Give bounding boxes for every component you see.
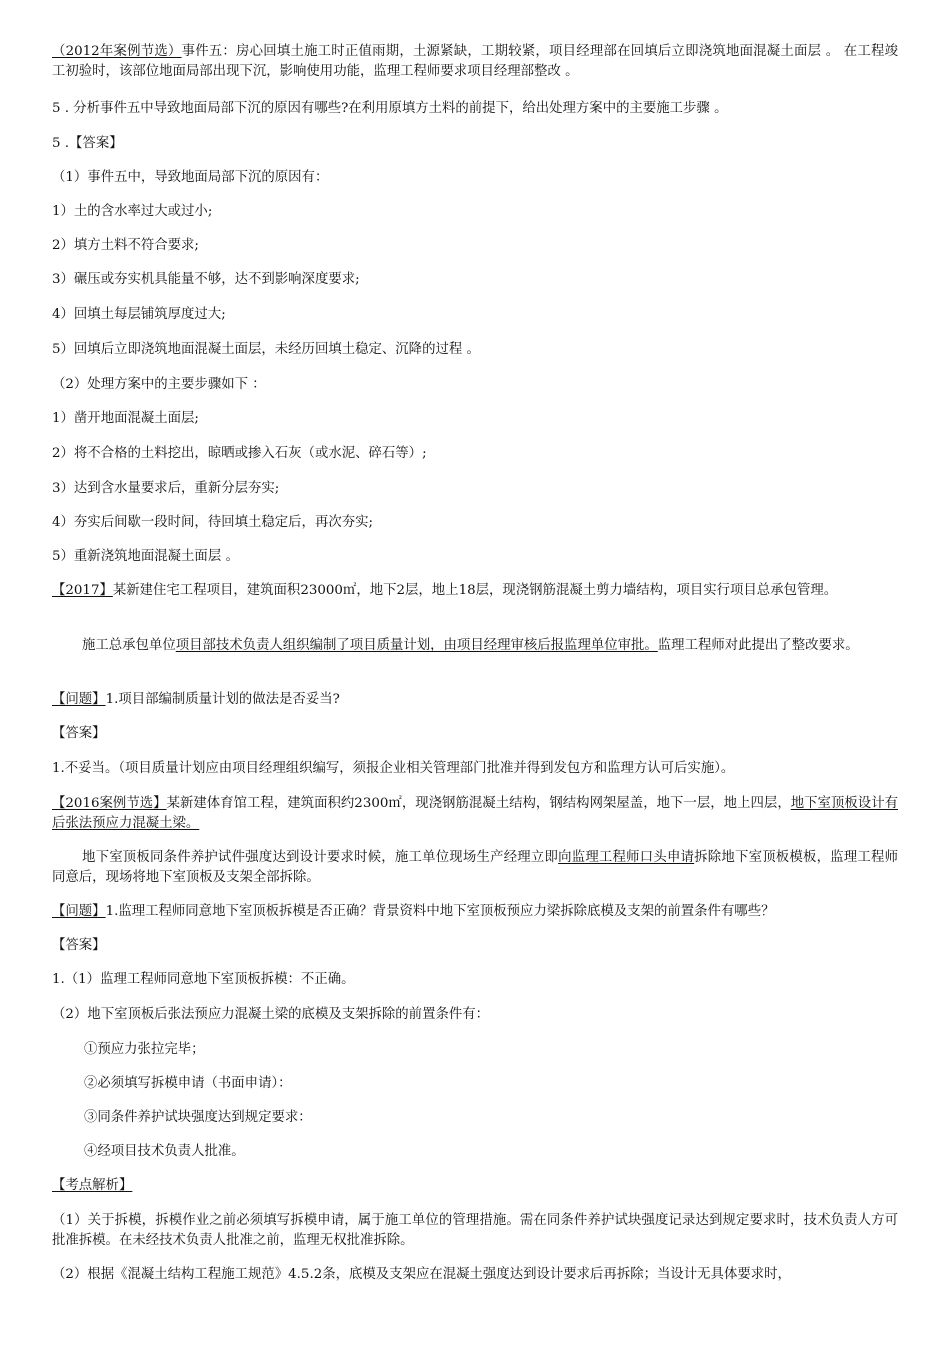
case-2017-paragraph: [52, 636, 898, 656]
case-2016-text-underlined: 地下室顶板设计有后张法预应力混凝土梁。: [52, 796, 898, 831]
case-2012-question: 5 . 分析事件五中导致地面局部下沉的原因有哪些?在利用原填方土料的前提下，给出处理方案中的主要施工步骤 。: [52, 101, 728, 116]
cause-item: 1）土的含水率过大或过小;: [52, 204, 213, 219]
case-2017-text: 某新建住宅工程项目，建筑面积23000㎡，地下2层，地上18层，现浇钢筋混凝土剪力墙结构，项目实行项目总承包管理。: [112, 583, 838, 598]
case-2012-tag: （2012年案例节选）: [52, 44, 182, 59]
cause-item: 5）回填后立即浇筑地面混凝土面层，未经历回填土稳定、沉降的过程 。: [52, 342, 480, 357]
condition-item: ②必须填写拆模申请（书面申请）：: [84, 1076, 292, 1091]
case-2017-tag: 【2017】: [52, 583, 113, 598]
case-2016-answer-label: 【答案】: [52, 938, 106, 953]
step-item: 1）凿开地面混凝土面层;: [52, 411, 199, 426]
case-2016-para-underlined: 向监理工程师口头申请: [558, 850, 695, 865]
question-tag: 【问题】: [52, 692, 106, 707]
condition-item: ①预应力张拉完毕；: [84, 1042, 205, 1057]
analysis-paragraph-2: （2）根据《混凝土结构工程施工规范》4.5.2条，底模及支架应在混凝土强度达到设计要求后再拆除；当设计无具体要求时，: [52, 1267, 791, 1282]
condition-item: ④经项目技术负责人批准。: [84, 1144, 245, 1159]
case-2016-para-suffix: 拆除地下室顶板模板，监理工程师同意后，现场将地下室顶板及支架全部拆除。: [52, 850, 899, 885]
case-2017-answer: 1.不妥当。（项目质量计划应由项目经理组织编写，须报企业相关管理部门批准并得到发包方和监理方认可后实施）。: [52, 761, 735, 776]
case-2012-part2-title: （2）处理方案中的主要步骤如下 ：: [52, 377, 266, 392]
case-2016-text: 某新建体育馆工程，建筑面积约2300㎡，现浇钢筋混凝土结构，钢结构网架屋盖，地下一层，地上四层，: [166, 796, 791, 811]
cause-item: 2）填方土料不符合要求;: [52, 238, 199, 253]
case-2016-question: [52, 902, 898, 922]
cause-item: 3）碾压或夯实机具能量不够，达不到影响深度要求;: [52, 272, 360, 287]
case-2012-intro: [52, 42, 898, 82]
case-2017-para-suffix: 监理工程师对此提出了整改要求。: [657, 638, 859, 653]
step-item: 3）达到含水量要求后，重新分层夯实;: [52, 481, 280, 496]
case-2016-intro: [52, 794, 898, 834]
condition-item: ③同条件养护试块强度达到规定要求：: [84, 1110, 312, 1125]
case-2012-answer-label: 5 .【答案】: [52, 136, 123, 151]
step-item: 4）夯实后间歇一段时间，待回填土稳定后，再次夯实;: [52, 515, 374, 530]
case-2017-intro: [52, 581, 898, 601]
analysis-label-text: 【考点解析】: [52, 1178, 133, 1193]
analysis-paragraph-1: （1）关于拆模，拆模作业之前必须填写拆模申请，属于施工单位的管理措施。需在同条件养护试块强度记录达到规定要求时，技术负责人方可批准拆模。在未经技术负责人批准之前，监理无权批准拆除。: [52, 1213, 898, 1248]
analysis-label: [52, 1176, 898, 1196]
case-2016-answer-2-title: （2）地下室顶板后张法预应力混凝土梁的底模及支架拆除的前置条件有：: [52, 1007, 490, 1022]
case-2012-text: 事件五：房心回填土施工时正值雨期，土源紧缺，工期较紧，项目经理部在回填后立即浇筑地面混凝土面层 。 在工程竣工初验时，该部位地面局部出现下沉，影响使用功能，监理工程师要求项目经理部整改 。: [52, 44, 899, 79]
case-2017-question-text: 1.项目部编制质量计划的做法是否妥当?: [105, 692, 340, 707]
step-item: 5）重新浇筑地面混凝土面层 。: [52, 549, 239, 564]
case-2016-paragraph: [52, 848, 898, 888]
case-2016-para-prefix: 地下室顶板同条件养护试件强度达到设计要求时候，施工单位现场生产经理立即: [82, 850, 559, 865]
cause-item: 4）回填土每层铺筑厚度过大;: [52, 307, 226, 322]
step-item: 2）将不合格的土料挖出，晾晒或掺入石灰（或水泥、碎石等）;: [52, 446, 427, 461]
question-tag: 【问题】: [52, 904, 106, 919]
case-2017-question: [52, 690, 898, 710]
case-2016-tag: 【2016案例节选】: [52, 796, 167, 811]
case-2017-para-underlined: 项目部技术负责人组织编制了项目质量计划，由项目经理审核后报监理单位审批。: [175, 638, 658, 653]
case-2016-question-text: 1.监理工程师同意地下室顶板拆模是否正确？背景资料中地下室顶板预应力梁拆除底模及支架的前置条件有哪些？: [105, 904, 775, 919]
case-2012-part1-title: （1）事件五中，导致地面局部下沉的原因有：: [52, 170, 329, 185]
case-2016-answer-1: 1.（1）监理工程师同意地下室顶板拆模：不正确。: [52, 972, 355, 987]
case-2017-para-prefix: 施工总承包单位: [82, 638, 176, 653]
case-2017-answer-label: 【答案】: [52, 726, 106, 741]
